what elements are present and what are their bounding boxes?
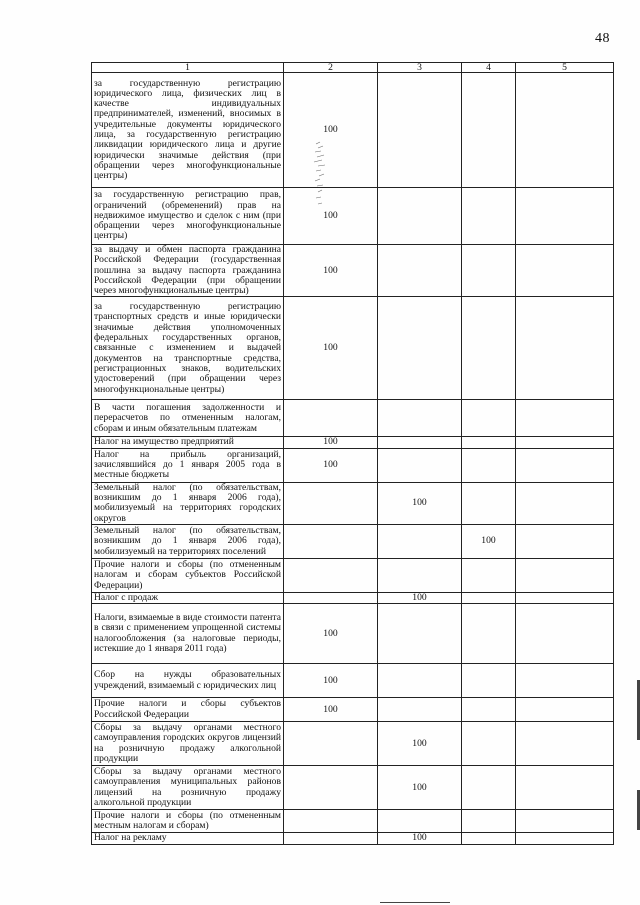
rate-cell-col3 [378,437,462,448]
rate-cell-col4 [462,297,516,400]
rate-cell-col5 [516,73,614,188]
rate-cell-col5 [516,698,614,722]
rate-cell-col3 [378,604,462,664]
rate-cell-col5 [516,297,614,400]
revenue-item-name: Земельный налог (по обязательствам, возникшим до 1 января 2006 года), мобилизуемый на территориях поселений [92,524,284,558]
rate-cell-col4 [462,448,516,482]
revenue-item-name: Сборы за выдачу органами местного самоуправления городских округов лицензий на розничную продажу алкогольной продукции [92,722,284,766]
rate-cell-col5 [516,766,614,810]
table-row [92,698,614,722]
rate-cell-col2: 100 [284,664,378,698]
rate-cell-col2 [284,592,378,603]
table-row [92,524,614,558]
table-row [92,188,614,245]
table-row [92,810,614,833]
rate-cell-col4 [462,482,516,524]
rate-cell-col2 [284,722,378,766]
rate-cell-col5 [516,833,614,844]
rate-cell-col5 [516,524,614,558]
revenue-item-name: Сборы за выдачу органами местного самоуправления муниципальных районов лицензий на розничную продажу алкогольной продукции [92,766,284,810]
rate-cell-col3: 100 [378,833,462,844]
revenue-item-name: Налог на имущество предприятий [92,437,284,448]
rate-cell-col3 [378,188,462,245]
rate-cell-col4 [462,400,516,437]
table-row [92,604,614,664]
table-row [92,437,614,448]
rate-cell-col3 [378,810,462,833]
rate-cell-col3 [378,664,462,698]
rate-cell-col2 [284,833,378,844]
table-row [92,73,614,188]
scan-edge-mark [380,902,450,903]
rate-cell-col4 [462,592,516,603]
revenue-item-name: за государственную регистрацию прав, ограничений (обременений) прав на недвижимое имущество и сделок с ним (при обращении через многофункциональные центры) [92,188,284,245]
revenue-item-name: Прочие налоги и сборы (по отмененным налогам и сборам субъектов Российской Федерации) [92,558,284,592]
rate-cell-col4 [462,245,516,297]
rate-cell-col5 [516,592,614,603]
table-row [92,297,614,400]
revenue-item-name: Налог на рекламу [92,833,284,844]
rate-cell-col4 [462,766,516,810]
rate-cell-col2: 100 [284,73,378,188]
rate-cell-col2 [284,810,378,833]
rate-cell-col5 [516,437,614,448]
rate-cell-col2: 100 [284,297,378,400]
revenue-item-name: В части погашения задолженности и перерасчетов по отмененным налогам, сборам и иным обязательным платежам [92,400,284,437]
column-header: 4 [462,63,516,73]
rate-cell-col3 [378,524,462,558]
rate-cell-col5 [516,188,614,245]
table-row [92,400,614,437]
rate-cell-col5 [516,400,614,437]
revenue-item-name: за государственную регистрацию транспортных средств и иные юридически значимые действия уполномоченных федеральных государственных органов, связанные с изменением и выдачей документов на транспортные средства, регистрационных знаков, водительских удостоверений (при обращении через многофункциональные центры) [92,297,284,400]
rate-cell-col4 [462,698,516,722]
rate-cell-col5 [516,810,614,833]
rate-cell-col5 [516,558,614,592]
rate-cell-col2 [284,558,378,592]
rate-cell-col4 [462,437,516,448]
table-body [92,73,614,845]
rate-cell-col5 [516,245,614,297]
rate-cell-col3 [378,297,462,400]
revenue-distribution-table [91,62,614,845]
table-header-row [92,63,614,73]
rate-cell-col3 [378,400,462,437]
table-row [92,592,614,603]
rate-cell-col4 [462,558,516,592]
rate-cell-col2: 100 [284,245,378,297]
rate-cell-col3 [378,448,462,482]
table-row [92,722,614,766]
revenue-item-name: Земельный налог (по обязательствам, возникшим до 1 января 2006 года), мобилизуемый на территориях городских округов [92,482,284,524]
column-header: 2 [284,63,378,73]
revenue-item-name: Сбор на нужды образовательных учреждений, взимаемый с юридических лиц [92,664,284,698]
rate-cell-col3 [378,558,462,592]
rate-cell-col4 [462,810,516,833]
rate-cell-col2: 100 [284,437,378,448]
rate-cell-col4 [462,73,516,188]
revenue-item-name: Прочие налоги и сборы (по отмененным местным налогам и сборам) [92,810,284,833]
rate-cell-col2 [284,524,378,558]
table-row [92,245,614,297]
revenue-item-name: за государственную регистрацию юридического лица, физических лиц в качестве индивидуальных предпринимателей, изменений, вносимых в учредительные документы юридического лица, за государственную регистрацию ликвидации юридического лица и другие юридически значимые действия (при обращении через многофункциональные центры) [92,73,284,188]
rate-cell-col2 [284,766,378,810]
rate-cell-col5 [516,722,614,766]
table-row [92,766,614,810]
table-row [92,664,614,698]
revenue-item-name: Налог на прибыль организаций, зачислявшийся до 1 января 2005 года в местные бюджеты [92,448,284,482]
rate-cell-col5 [516,482,614,524]
revenue-item-name: Налог с продаж [92,592,284,603]
rate-cell-col3 [378,73,462,188]
rate-cell-col3: 100 [378,592,462,603]
rate-cell-col3 [378,245,462,297]
column-header: 1 [92,63,284,73]
rate-cell-col3: 100 [378,482,462,524]
revenue-item-name: за выдачу и обмен паспорта гражданина Российской Федерации (государственная пошлина за выдачу паспорта гражданина Российской Федерации (при обращении через многофункциональные центры) [92,245,284,297]
rate-cell-col3: 100 [378,722,462,766]
rate-cell-col4 [462,188,516,245]
rate-cell-col5 [516,448,614,482]
rate-cell-col4 [462,833,516,844]
revenue-item-name: Налоги, взимаемые в виде стоимости патента в связи с применением упрощенной системы налогообложения (за налоговые периоды, истекшие до 1 января 2011 года) [92,604,284,664]
column-header: 3 [378,63,462,73]
column-header: 5 [516,63,614,73]
rate-cell-col3 [378,698,462,722]
rate-cell-col4: 100 [462,524,516,558]
table-row [92,448,614,482]
rate-cell-col4 [462,722,516,766]
rate-cell-col2: 100 [284,448,378,482]
table-row [92,482,614,524]
rate-cell-col5 [516,664,614,698]
rate-cell-col2: 100 [284,188,378,245]
page-number: 48 [595,31,610,46]
rate-cell-col3: 100 [378,766,462,810]
rate-cell-col2: 100 [284,604,378,664]
rate-cell-col5 [516,604,614,664]
rate-cell-col2: 100 [284,698,378,722]
table-row [92,833,614,844]
revenue-item-name: Прочие налоги и сборы субъектов Российской Федерации [92,698,284,722]
rate-cell-col2 [284,482,378,524]
table-row [92,558,614,592]
rate-cell-col4 [462,664,516,698]
rate-cell-col4 [462,604,516,664]
rate-cell-col2 [284,400,378,437]
